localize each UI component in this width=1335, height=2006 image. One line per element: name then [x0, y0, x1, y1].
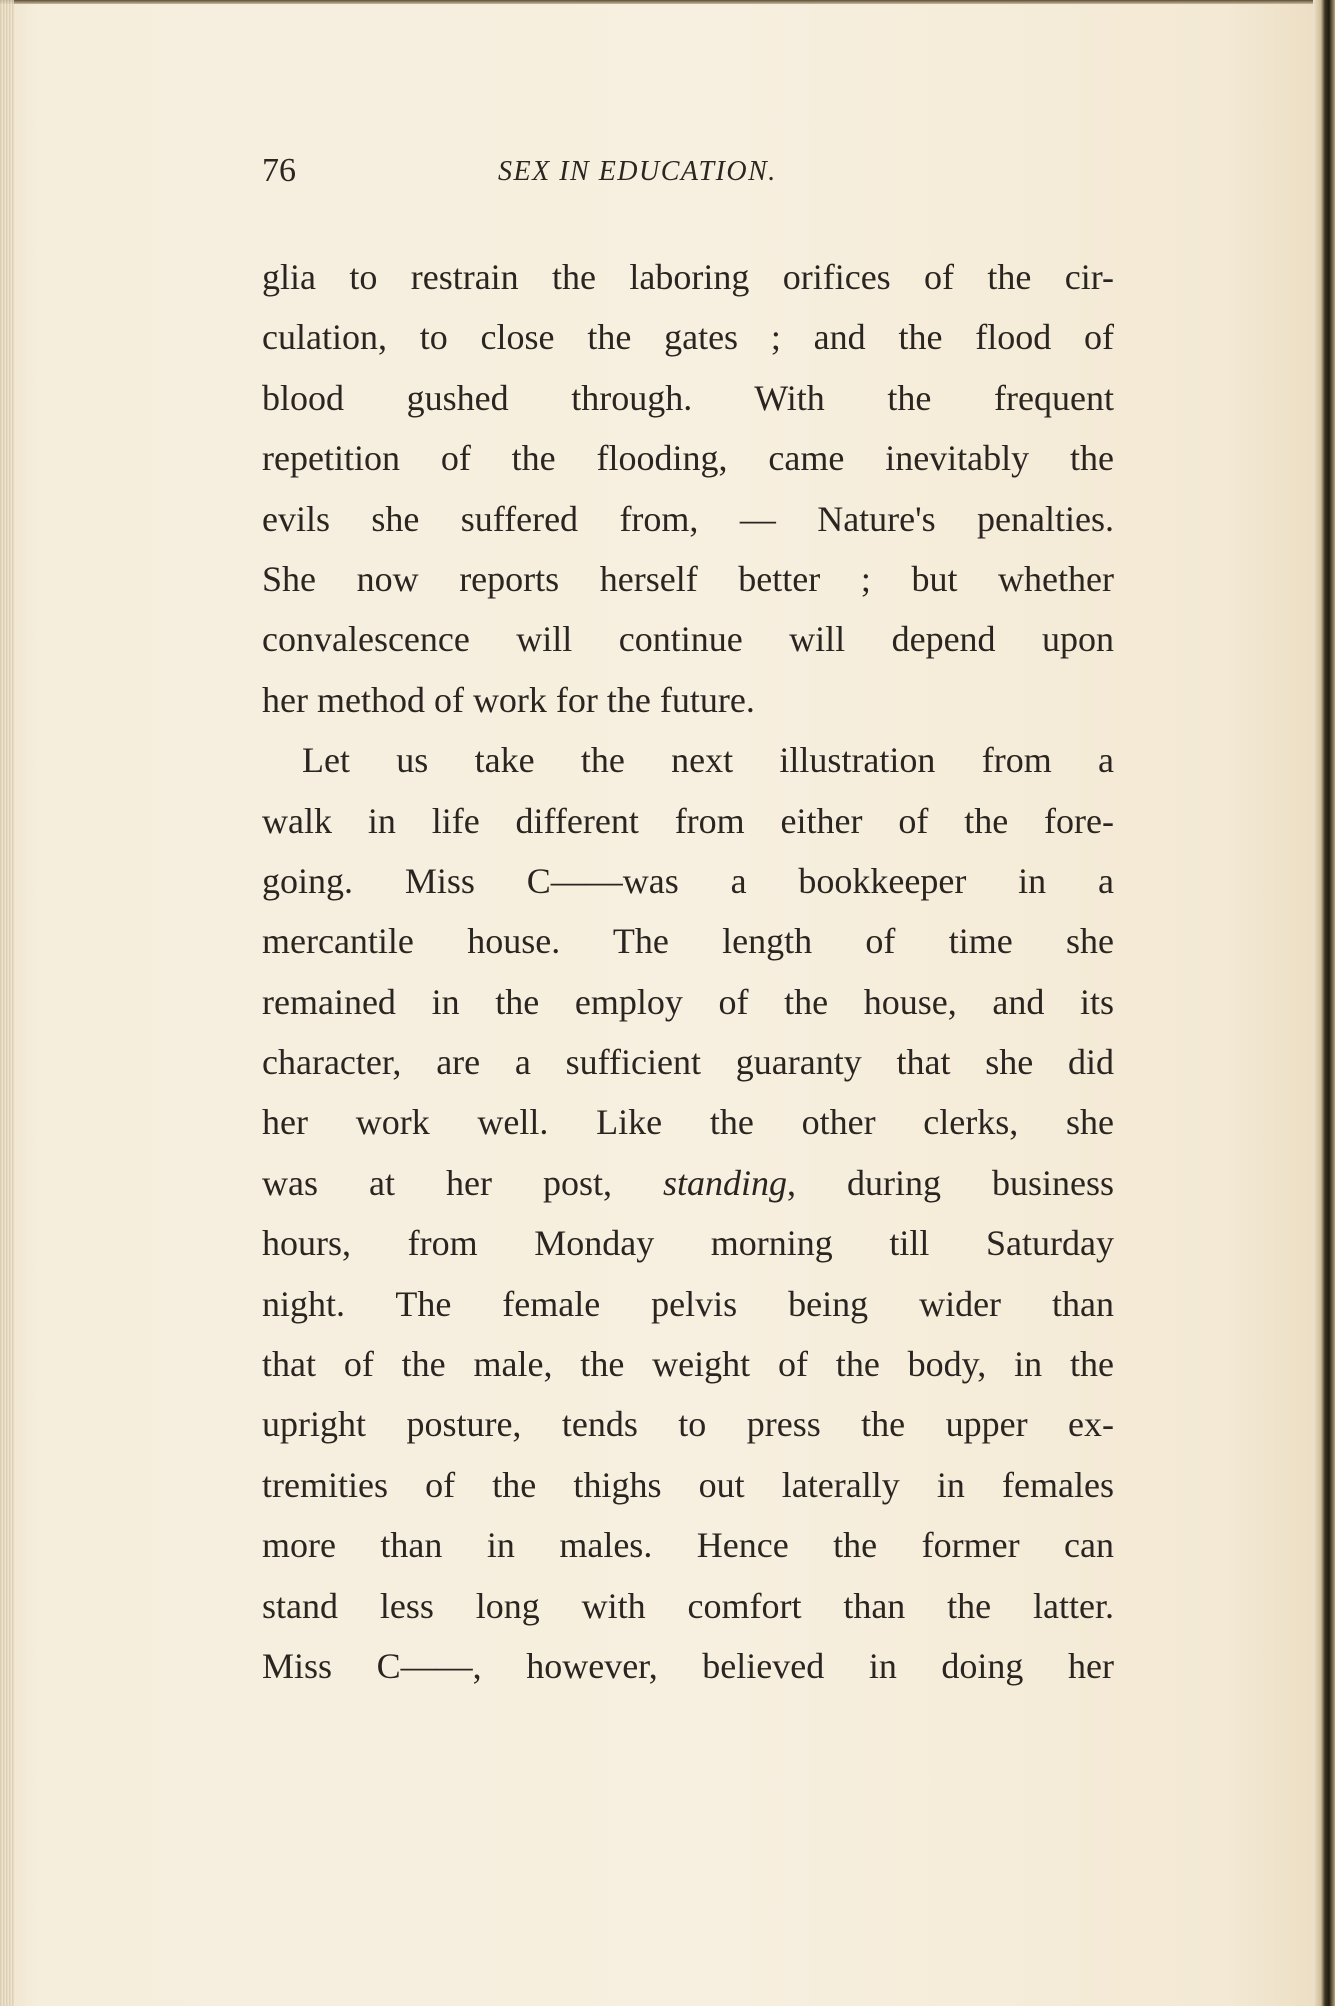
body-text — [262, 247, 1114, 1696]
text-line: blood gushed through. With the frequent — [262, 377, 1114, 418]
page-number: 76 — [262, 152, 296, 189]
text-line: her work well. Like the other clerks, she — [262, 1102, 1114, 1143]
text-line: that of the male, the weight of the body, in the — [262, 1344, 1114, 1385]
text-line: Miss C——, however, believed in doing her — [262, 1645, 1114, 1686]
text-line: Let us take the next illustration from a — [302, 740, 1114, 781]
page-header — [262, 152, 1122, 202]
emphasized-word: standing — [662, 1162, 787, 1203]
text-line: more than in males. Hence the former can — [262, 1525, 1114, 1566]
text-line: hours, from Monday morning till Saturday — [262, 1223, 1114, 1264]
text-line: going. Miss C——was a bookkeeper in a — [262, 860, 1114, 901]
text-line-with-emphasis — [262, 1153, 1114, 1213]
text-line: her method of work for the future. — [262, 679, 755, 720]
text-line: evils she suffered from, — Nature's penalties. — [262, 498, 1114, 539]
text-line: night. The female pelvis being wider than — [262, 1283, 1114, 1324]
text-line: character, are a sufficient guaranty that she did — [262, 1042, 1114, 1083]
text-line: walk in life different from either of the fore- — [262, 800, 1114, 841]
text-line: upright posture, tends to press the upper ex- — [262, 1404, 1114, 1445]
page-top-edge — [0, 0, 1335, 4]
text-line: convalescence will continue will depend upon — [262, 619, 1114, 660]
text-segment: was at her post, — [262, 1162, 663, 1203]
text-line: tremities of the thighs out laterally in females — [262, 1464, 1114, 1505]
text-segment: , during business — [786, 1162, 1114, 1203]
text-line: She now reports herself better ; but whether — [262, 558, 1114, 599]
page-stack-edges — [0, 0, 14, 2006]
text-line: stand less long with comfort than the latter. — [262, 1585, 1114, 1626]
text-line: glia to restrain the laboring orifices of the cir- — [262, 257, 1114, 297]
running-title: SEX IN EDUCATION. — [498, 156, 777, 187]
text-line: mercantile house. The length of time she — [262, 921, 1114, 962]
text-line: remained in the employ of the house, and its — [262, 981, 1114, 1022]
binding-shadow — [1313, 0, 1335, 2006]
text-line: culation, to close the gates ; and the flood of — [262, 317, 1114, 358]
text-line: repetition of the flooding, came inevitably the — [262, 438, 1114, 479]
